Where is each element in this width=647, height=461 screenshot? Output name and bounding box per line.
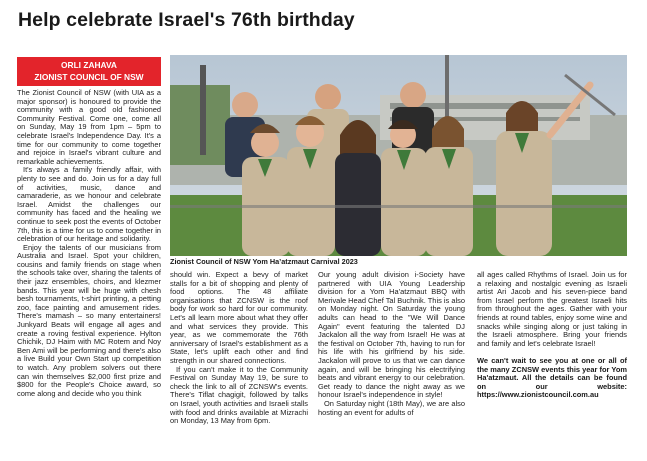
byline-box	[17, 57, 161, 86]
paragraph: all ages called Rhythms of Israel. Join us for a relaxing and nostalgic evening as Israeli artist Ari Jacob and his seven-piece band from Israel perform the greatest Israeli hits from throughout the ages. Gather with your friends at round tables, enjoy some wine and snacks while singing along or just taking in the Israeli atmosphere. Bring your friends and family and let's celebrate Israel!	[477, 271, 627, 348]
article-column-2	[170, 271, 308, 461]
paragraph: Enjoy the talents of our musicians from Australia and Israel. Spot your children, cousins and family friends on stage when the schools take over, sharing the talents of their jazz ensembles, choirs, and klezmer bands. This year will be huge with chesh besh tournaments, t-shirt printing, a petting zoo, face painting and amusement rides. There's mamash – so many entertainers! Junkyard Beats will engage all ages and create a roving festival experience. Hylton Chichik, DJ Haim with MC Rotem and Noy Ben Ami will be performing and there's also a live Build your Own Start up competition to watch. Any problem solvers out there can win themselves $2,000 first prize and $800 for the People's Choice award, so come along and decide who you think	[17, 242, 161, 398]
article-column-3	[318, 271, 465, 461]
article-column-4	[477, 271, 627, 461]
paragraph: On Saturday night (18th May), we are also hosting an event for adults of	[318, 398, 465, 417]
paragraph: It's always a family friendly affair, with plenty to see and do. Join us for a day full of activities, music, dance and camaraderie, as we honour and celebrate Israel. Amidst the challenges our community has faced and the healing we continue to seek post the events of October 7th, this is a time for us to come together in celebration of our heritage and solidarity.	[17, 165, 161, 244]
photo-caption: Zionist Council of NSW Yom Ha’atzmaut Carnival 2023	[170, 257, 358, 266]
paragraph: should win. Expect a bevy of market stalls for a bit of shopping and plenty of food options. The 48 affiliate organisations that ZCNSW is the roof body for work so hard for our community. Let's all learn more about what they offer and what services they provide. This year, as we commemorate the 76th anniversary of Israel's establishment as a State, let's uplift each other and find strength in our shared connections.	[170, 271, 308, 365]
byline-name: ORLI ZAHAVA	[61, 60, 117, 70]
paragraph: The Zionist Council of NSW (with UIA as a major sponsor) is honoured to provide the community with a good old fashioned Community Festival. Come one, come all on Sunday, May 19 from 1pm – 5pm to celebrate Israel's Independence Day. It's a time for our community to come together and rejoice in Israel's vibrant culture and remarkable achievements.	[17, 89, 161, 166]
article-headline: Help celebrate Israel's 76th birthday	[18, 9, 355, 31]
byline-org: ZIONIST COUNCIL OF NSW	[34, 71, 144, 82]
event-photo	[170, 55, 627, 256]
article-column-1	[17, 89, 161, 461]
paragraph: If you can't make it to the Community Festival on Sunday May 19, be sure to check the link to all of ZCNSW's events. There's Tiflat chagigit, followed by talks on Israel, youth activities and Israeli stalls with food and drinks available at Mizrachi on Monday, 13 May from 6pm.	[170, 364, 308, 426]
call-to-action: We can't wait to see you at one or all of the many ZCNSW events this year for Yom Ha'atzmaut. All the details can be found on our website: https://www.zionistcouncil.com.au	[477, 355, 627, 400]
paragraph: Our young adult division i-Society have partnered with UIA Young Leadership division for a Yom Ha'atzmaut BBQ with Merivale Head Chef Tal Buchnik. This is also on Monday night. On Saturday the young adults can head to the "We Will Dance Again" event featuring the talented DJ Jackalon all the way from Israel! He was at the festival on October 7th, having to run for his life with his girlfriend by his side. Jackalon will prove to us that we can dance again, and will be bringing his electrifying beats and vibrant energy to our celebration. Get ready to dance the night away as we honour Israel's independence in style!	[318, 271, 465, 400]
